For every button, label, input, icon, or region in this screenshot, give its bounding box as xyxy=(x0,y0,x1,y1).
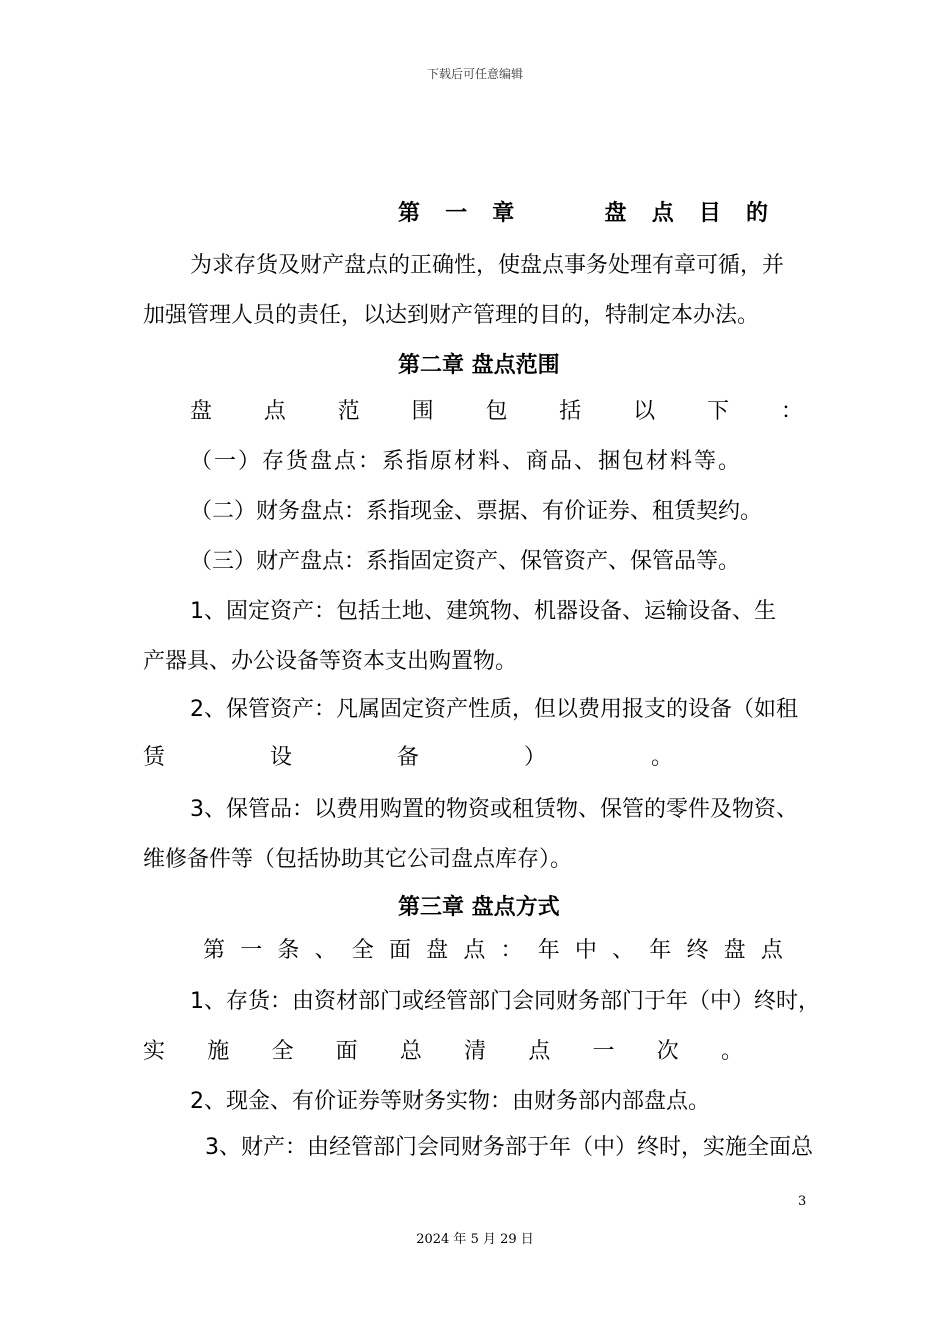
chapter-2-title: 第二章 盘点范围 xyxy=(398,353,560,378)
article-1-char: 年 xyxy=(537,938,560,963)
sub-item-2-char: 赁 xyxy=(143,745,166,770)
article-1-item-1-line-1: 1、存货：由资材部门或经管部门会同财务部门于年（中）终时， xyxy=(190,989,820,1014)
page-number: 3 xyxy=(798,1194,807,1209)
scope-char: 以 xyxy=(633,399,656,424)
sub-item-1-line-1: 1、固定资产：包括土地、建筑物、机器设备、运输设备、生 xyxy=(190,599,776,624)
article-1-item-1-line-2 xyxy=(143,1038,743,1066)
chapter-1-title xyxy=(398,200,768,228)
paragraph-purpose-line-2: 加强管理人员的责任，以达到财产管理的目的，特制定本办法。 xyxy=(143,303,760,328)
article-1-char: 点 xyxy=(760,938,783,963)
scope-char: 包 xyxy=(485,399,508,424)
article-1-char: 盘 xyxy=(426,938,449,963)
item-1-char: 。 xyxy=(720,1039,743,1064)
article-1-char: 、 xyxy=(612,938,635,963)
scope-char: 围 xyxy=(411,399,434,424)
item-1-char: 总 xyxy=(399,1039,422,1064)
article-1-char: 条 xyxy=(277,938,300,963)
paragraph-purpose-line-1: 为求存货及财产盘点的正确性，使盘点事务处理有章可循，并 xyxy=(190,253,785,278)
sub-item-3-line-1: 3、保管品：以费用购置的物资或租赁物、保管的零件及物资、 xyxy=(190,797,798,822)
item-1-char: 清 xyxy=(464,1039,487,1064)
item-1-char: 施 xyxy=(207,1039,230,1064)
chapter-1-title-char: 点 xyxy=(651,201,674,226)
sub-item-2-char: 。 xyxy=(650,745,673,770)
article-1-char: 中 xyxy=(574,938,597,963)
chapter-1-title-char: 盘 xyxy=(604,201,627,226)
article-1-heading xyxy=(203,937,783,965)
scope-char: 范 xyxy=(337,399,360,424)
chapter-1-title-char: 第 xyxy=(398,201,421,226)
article-1-char: 、 xyxy=(314,938,337,963)
chapter-1-title-char: 一 xyxy=(445,201,468,226)
scope-char: 点 xyxy=(263,399,286,424)
sub-item-2-char: 备 xyxy=(396,745,419,770)
article-1-item-3: 3、财产：由经管部门会同财务部于年（中）终时，实施全面总 xyxy=(205,1135,813,1160)
article-1-char: 一 xyxy=(240,938,263,963)
article-1-char: 终 xyxy=(686,938,709,963)
item-1-char: 一 xyxy=(592,1039,615,1064)
item-1-char: 点 xyxy=(528,1039,551,1064)
sub-item-2-line-1: 2、保管资产：凡属固定资产性质，但以费用报支的设备（如租 xyxy=(190,697,798,722)
article-1-char: 点 xyxy=(463,938,486,963)
scope-char: ： xyxy=(780,399,803,424)
item-1-char: 全 xyxy=(271,1039,294,1064)
sub-item-3-line-2: 维修备件等（包括协助其它公司盘点库存）。 xyxy=(143,847,573,872)
article-1-char: 年 xyxy=(649,938,672,963)
sub-item-2-char: 设 xyxy=(269,745,292,770)
sub-item-2-char: ） xyxy=(523,745,546,770)
item-1-char: 实 xyxy=(143,1039,166,1064)
article-1-char: 全 xyxy=(351,938,374,963)
scope-char: 盘 xyxy=(190,399,213,424)
sub-item-2-line-2 xyxy=(143,744,673,772)
scope-item-3: （三）财产盘点：系指固定资产、保管资产、保管品等。 xyxy=(190,549,741,574)
scope-char: 括 xyxy=(559,399,582,424)
article-1-char: ： xyxy=(500,938,523,963)
chapter-1-title-char: 的 xyxy=(745,201,768,226)
scope-item-1: （一）存货盘点：系指原材料、商品、捆包材料等。 xyxy=(190,449,743,474)
sub-item-1-line-2: 产器具、办公设备等资本支出购置物。 xyxy=(143,649,518,674)
item-1-char: 面 xyxy=(335,1039,358,1064)
scope-char: 下 xyxy=(707,399,730,424)
chapter-1-title-char: 目 xyxy=(698,201,721,226)
scope-item-2: （二）财务盘点：系指现金、票据、有价证券、租赁契约。 xyxy=(190,499,763,524)
page-header-note: 下载后可任意编辑 xyxy=(426,67,523,81)
article-1-char: 盘 xyxy=(723,938,746,963)
chapter-1-title-char: 章 xyxy=(492,201,515,226)
article-1-char: 面 xyxy=(388,938,411,963)
article-1-item-2: 2、现金、有价证券等财务实物：由财务部内部盘点。 xyxy=(190,1089,710,1114)
article-1-char: 第 xyxy=(203,938,226,963)
item-1-char: 次 xyxy=(656,1039,679,1064)
chapter-3-title: 第三章 盘点方式 xyxy=(398,895,560,920)
scope-intro xyxy=(190,398,803,426)
page-date: 2024 年 5 月 29 日 xyxy=(416,1232,534,1247)
